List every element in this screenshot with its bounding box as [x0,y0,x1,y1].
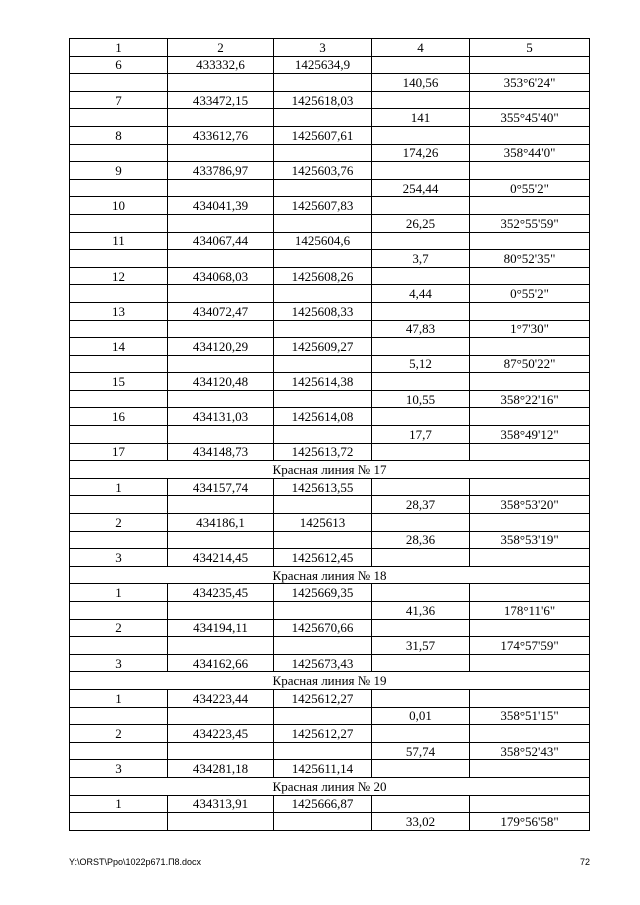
point-row [70,267,590,285]
bearing-cell: 358°49'12" [470,426,590,444]
point-number-cell [70,179,168,197]
bearing-cell [470,760,590,778]
header-cell: 5 [470,39,590,57]
bearing-cell: 355°45'40" [470,109,590,127]
bearing-cell: 0°55'2" [470,179,590,197]
point-row [70,408,590,426]
x-coordinate-cell [168,496,274,514]
point-row [70,162,590,180]
distance-cell [372,514,470,532]
distance-cell: 141 [372,109,470,127]
bearing-cell: 80°52'35" [470,250,590,268]
point-row [70,584,590,602]
bearing-cell [470,443,590,461]
point-number-cell: 1 [70,478,168,496]
point-row [70,549,590,567]
x-coordinate-cell: 433332,6 [168,56,274,74]
point-number-cell [70,637,168,655]
point-row [70,478,590,496]
x-coordinate-cell: 434041,39 [168,197,274,215]
distance-cell [372,197,470,215]
distance-cell [372,338,470,356]
bearing-cell [470,373,590,391]
point-number-cell: 3 [70,549,168,567]
point-number-cell [70,602,168,620]
point-number-cell: 3 [70,760,168,778]
x-coordinate-cell: 434214,45 [168,549,274,567]
distance-cell: 33,02 [372,813,470,831]
point-row [70,197,590,215]
bearing-cell: 352°55'59" [470,214,590,232]
y-coordinate-cell: 1425612,45 [274,549,372,567]
bearing-cell [470,689,590,707]
x-coordinate-cell: 434072,47 [168,302,274,320]
bearing-cell [470,197,590,215]
point-number-cell: 2 [70,514,168,532]
section-title-row [70,461,590,479]
distance-cell [372,549,470,567]
y-coordinate-cell: 1425613 [274,514,372,532]
y-coordinate-cell [274,355,372,373]
segment-row [70,320,590,338]
distance-cell: 10,55 [372,390,470,408]
point-number-cell: 2 [70,725,168,743]
y-coordinate-cell: 1425666,87 [274,795,372,813]
point-row [70,302,590,320]
x-coordinate-cell: 434223,44 [168,689,274,707]
bearing-cell [470,162,590,180]
point-number-cell [70,285,168,303]
bearing-cell: 358°44'0" [470,144,590,162]
header-cell: 4 [372,39,470,57]
y-coordinate-cell [274,426,372,444]
table-header-row [70,39,590,57]
point-row [70,795,590,813]
point-row [70,373,590,391]
point-number-cell: 16 [70,408,168,426]
x-coordinate-cell [168,602,274,620]
point-number-cell [70,74,168,92]
x-coordinate-cell [168,250,274,268]
point-number-cell: 1 [70,584,168,602]
distance-cell [372,689,470,707]
distance-cell [372,373,470,391]
y-coordinate-cell: 1425609,27 [274,338,372,356]
point-number-cell [70,707,168,725]
point-row [70,56,590,74]
point-number-cell: 11 [70,232,168,250]
point-number-cell: 1 [70,795,168,813]
bearing-cell: 358°53'20" [470,496,590,514]
segment-row [70,602,590,620]
x-coordinate-cell: 434148,73 [168,443,274,461]
distance-cell [372,478,470,496]
distance-cell: 41,36 [372,602,470,620]
x-coordinate-cell: 434157,74 [168,478,274,496]
x-coordinate-cell: 434067,44 [168,232,274,250]
bearing-cell: 358°52'43" [470,742,590,760]
distance-cell: 26,25 [372,214,470,232]
x-coordinate-cell: 433612,76 [168,126,274,144]
coordinates-table-body [70,39,590,831]
x-coordinate-cell [168,214,274,232]
segment-row [70,109,590,127]
y-coordinate-cell: 1425614,38 [274,373,372,391]
segment-row [70,742,590,760]
x-coordinate-cell [168,813,274,831]
y-coordinate-cell [274,742,372,760]
y-coordinate-cell [274,109,372,127]
bearing-cell [470,302,590,320]
segment-row [70,179,590,197]
y-coordinate-cell [274,74,372,92]
x-coordinate-cell: 434068,03 [168,267,274,285]
point-number-cell [70,531,168,549]
y-coordinate-cell [274,602,372,620]
distance-cell: 174,26 [372,144,470,162]
bearing-cell: 178°11'6" [470,602,590,620]
distance-cell [372,408,470,426]
y-coordinate-cell [274,144,372,162]
x-coordinate-cell: 434194,11 [168,619,274,637]
segment-row [70,426,590,444]
x-coordinate-cell [168,355,274,373]
y-coordinate-cell [274,320,372,338]
x-coordinate-cell [168,179,274,197]
x-coordinate-cell: 434131,03 [168,408,274,426]
distance-cell [372,795,470,813]
x-coordinate-cell [168,707,274,725]
y-coordinate-cell: 1425604,6 [274,232,372,250]
distance-cell [372,56,470,74]
bearing-cell: 0°55'2" [470,285,590,303]
x-coordinate-cell [168,74,274,92]
point-number-cell: 10 [70,197,168,215]
point-row [70,689,590,707]
y-coordinate-cell: 1425612,27 [274,725,372,743]
x-coordinate-cell [168,144,274,162]
segment-row [70,250,590,268]
y-coordinate-cell [274,496,372,514]
bearing-cell: 179°56'58" [470,813,590,831]
y-coordinate-cell [274,214,372,232]
section-title: Красная линия № 18 [70,566,590,584]
bearing-cell: 358°51'15" [470,707,590,725]
x-coordinate-cell [168,320,274,338]
x-coordinate-cell: 433472,15 [168,91,274,109]
x-coordinate-cell: 434120,29 [168,338,274,356]
distance-cell [372,654,470,672]
distance-cell: 17,7 [372,426,470,444]
point-number-cell: 6 [70,56,168,74]
point-number-cell: 1 [70,689,168,707]
point-number-cell: 12 [70,267,168,285]
section-title-row [70,566,590,584]
bearing-cell [470,267,590,285]
point-row [70,91,590,109]
point-row [70,338,590,356]
footer-file-path: Y:\ORST\Ppo\1022p671.П8.docx [69,857,202,867]
y-coordinate-cell: 1425612,27 [274,689,372,707]
segment-row [70,637,590,655]
bearing-cell: 174°57'59" [470,637,590,655]
point-number-cell [70,250,168,268]
distance-cell: 28,37 [372,496,470,514]
y-coordinate-cell: 1425618,03 [274,91,372,109]
section-title: Красная линия № 20 [70,777,590,795]
distance-cell: 254,44 [372,179,470,197]
point-number-cell [70,109,168,127]
y-coordinate-cell [274,637,372,655]
bearing-cell: 353°6'24" [470,74,590,92]
distance-cell: 28,36 [372,531,470,549]
x-coordinate-cell [168,637,274,655]
y-coordinate-cell: 1425611,14 [274,760,372,778]
point-row [70,232,590,250]
point-number-cell [70,390,168,408]
section-title: Красная линия № 19 [70,672,590,690]
x-coordinate-cell: 434235,45 [168,584,274,602]
y-coordinate-cell [274,531,372,549]
point-number-cell: 17 [70,443,168,461]
bearing-cell [470,795,590,813]
point-number-cell [70,214,168,232]
x-coordinate-cell: 434120,48 [168,373,274,391]
point-number-cell [70,320,168,338]
y-coordinate-cell: 1425670,66 [274,619,372,637]
y-coordinate-cell: 1425614,08 [274,408,372,426]
distance-cell [372,91,470,109]
distance-cell: 5,12 [372,355,470,373]
point-row [70,619,590,637]
x-coordinate-cell [168,285,274,303]
header-cell: 3 [274,39,372,57]
x-coordinate-cell: 433786,97 [168,162,274,180]
distance-cell: 3,7 [372,250,470,268]
distance-cell [372,232,470,250]
point-row [70,514,590,532]
bearing-cell [470,478,590,496]
distance-cell: 4,44 [372,285,470,303]
point-number-cell [70,426,168,444]
y-coordinate-cell [274,285,372,303]
distance-cell: 0,01 [372,707,470,725]
segment-row [70,531,590,549]
x-coordinate-cell: 434162,66 [168,654,274,672]
y-coordinate-cell: 1425673,43 [274,654,372,672]
y-coordinate-cell [274,250,372,268]
y-coordinate-cell: 1425613,72 [274,443,372,461]
point-number-cell: 2 [70,619,168,637]
header-cell: 2 [168,39,274,57]
point-number-cell [70,742,168,760]
section-title-row [70,777,590,795]
coordinates-table [69,38,590,831]
bearing-cell [470,725,590,743]
y-coordinate-cell: 1425669,35 [274,584,372,602]
x-coordinate-cell: 434186,1 [168,514,274,532]
bearing-cell [470,549,590,567]
y-coordinate-cell [274,707,372,725]
y-coordinate-cell: 1425613,55 [274,478,372,496]
bearing-cell: 358°22'16" [470,390,590,408]
point-number-cell [70,496,168,514]
point-number-cell: 13 [70,302,168,320]
x-coordinate-cell: 434223,45 [168,725,274,743]
y-coordinate-cell: 1425607,61 [274,126,372,144]
segment-row [70,355,590,373]
x-coordinate-cell [168,426,274,444]
bearing-cell [470,126,590,144]
segment-row [70,74,590,92]
point-number-cell: 9 [70,162,168,180]
point-row [70,443,590,461]
section-title: Красная линия № 17 [70,461,590,479]
bearing-cell [470,514,590,532]
bearing-cell: 87°50'22" [470,355,590,373]
y-coordinate-cell [274,813,372,831]
distance-cell [372,725,470,743]
point-number-cell: 7 [70,91,168,109]
point-row [70,760,590,778]
segment-row [70,214,590,232]
segment-row [70,144,590,162]
point-row [70,725,590,743]
point-number-cell: 8 [70,126,168,144]
x-coordinate-cell [168,390,274,408]
x-coordinate-cell [168,109,274,127]
header-cell: 1 [70,39,168,57]
point-number-cell: 15 [70,373,168,391]
bearing-cell: 1°7'30" [470,320,590,338]
y-coordinate-cell [274,390,372,408]
x-coordinate-cell: 434313,91 [168,795,274,813]
y-coordinate-cell: 1425634,9 [274,56,372,74]
segment-row [70,285,590,303]
x-coordinate-cell [168,742,274,760]
bearing-cell [470,584,590,602]
bearing-cell [470,91,590,109]
distance-cell [372,126,470,144]
bearing-cell [470,654,590,672]
footer-page-number: 72 [579,857,590,867]
y-coordinate-cell: 1425607,83 [274,197,372,215]
segment-row [70,813,590,831]
distance-cell [372,302,470,320]
distance-cell [372,760,470,778]
distance-cell: 47,83 [372,320,470,338]
point-number-cell: 14 [70,338,168,356]
bearing-cell [470,408,590,426]
distance-cell [372,443,470,461]
segment-row [70,707,590,725]
segment-row [70,390,590,408]
point-number-cell [70,355,168,373]
section-title-row [70,672,590,690]
bearing-cell [470,232,590,250]
segment-row [70,496,590,514]
bearing-cell [470,619,590,637]
distance-cell [372,619,470,637]
y-coordinate-cell [274,179,372,197]
y-coordinate-cell: 1425603,76 [274,162,372,180]
bearing-cell [470,56,590,74]
point-number-cell [70,144,168,162]
point-row [70,126,590,144]
point-number-cell: 3 [70,654,168,672]
x-coordinate-cell [168,531,274,549]
point-number-cell [70,813,168,831]
x-coordinate-cell: 434281,18 [168,760,274,778]
distance-cell [372,162,470,180]
distance-cell [372,584,470,602]
bearing-cell: 358°53'19" [470,531,590,549]
distance-cell: 57,74 [372,742,470,760]
point-row [70,654,590,672]
distance-cell: 31,57 [372,637,470,655]
distance-cell: 140,56 [372,74,470,92]
distance-cell [372,267,470,285]
y-coordinate-cell: 1425608,26 [274,267,372,285]
bearing-cell [470,338,590,356]
y-coordinate-cell: 1425608,33 [274,302,372,320]
